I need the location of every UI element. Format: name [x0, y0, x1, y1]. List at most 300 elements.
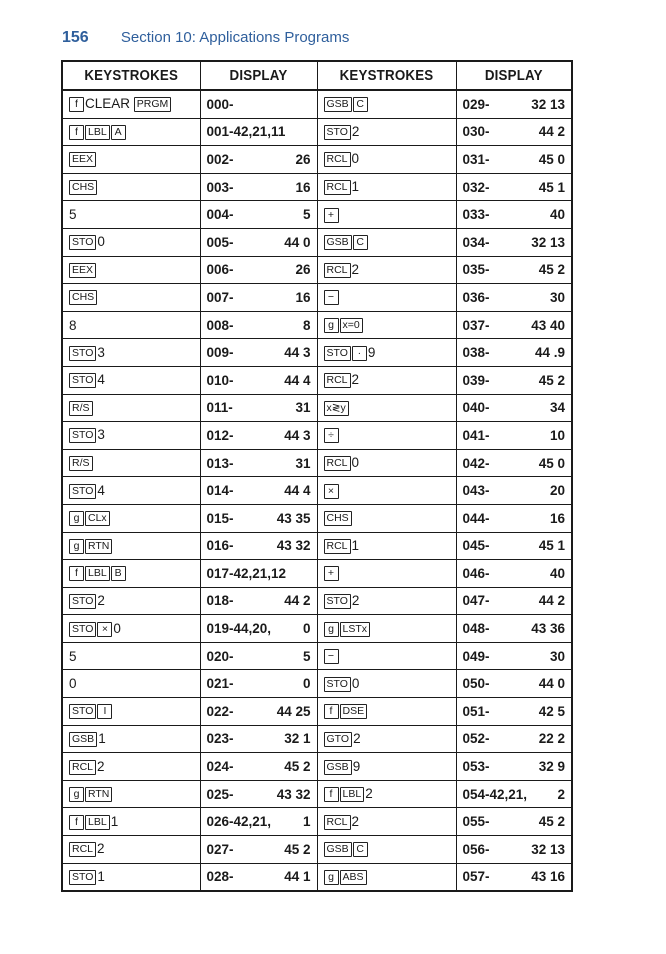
table-row	[62, 615, 572, 643]
key-cap: STO	[69, 346, 96, 361]
key-cap: f	[69, 97, 84, 112]
display-code: 32 1	[284, 731, 311, 747]
key-cap: STO	[69, 622, 96, 637]
display-code: 26	[295, 262, 311, 278]
display-step: 055-	[462, 814, 490, 830]
display-code: 44 1	[284, 869, 311, 885]
section-title: Section 10: Applications Programs	[120, 29, 350, 46]
display-code: 43 36	[531, 621, 565, 637]
keystroke-cell	[62, 836, 200, 864]
keystroke-cell	[317, 836, 456, 864]
display-cell	[456, 311, 572, 339]
keystroke-cell	[317, 780, 456, 808]
display-cell	[456, 863, 572, 891]
key-cap: f	[69, 566, 84, 581]
display-step: 035-	[462, 262, 490, 278]
key-cap: ABS	[340, 870, 367, 885]
display-cell	[456, 560, 572, 588]
key-cap: g	[324, 622, 339, 637]
display-code: 45 2	[538, 262, 565, 278]
display-step: 003-	[206, 179, 234, 195]
display-code: 44 2	[284, 593, 311, 609]
header-display: DISPLAY	[461, 61, 568, 90]
table-row	[62, 339, 572, 367]
keystroke-cell	[62, 698, 200, 726]
display-code: 30	[549, 648, 565, 664]
display-step: 017-42,21,12	[206, 565, 287, 581]
table-row	[62, 560, 572, 588]
display-code: 16	[295, 179, 311, 195]
key-cap: x≷y	[324, 401, 349, 416]
display-step: 013-	[206, 455, 234, 471]
display-cell	[456, 394, 572, 422]
display-cell	[200, 284, 317, 312]
key-cap: STO	[69, 235, 96, 250]
key-cap: LBL	[85, 125, 110, 140]
display-cell	[456, 532, 572, 560]
key-text: 2	[365, 786, 373, 802]
display-cell	[456, 173, 572, 201]
display-cell	[200, 256, 317, 284]
key-cap: EEX	[69, 152, 96, 167]
display-cell	[456, 504, 572, 532]
display-cell	[200, 780, 317, 808]
key-cap: f	[324, 787, 339, 802]
display-code: 45 0	[538, 151, 565, 167]
key-cap: g	[69, 539, 84, 554]
keystroke-cell	[62, 642, 200, 670]
key-cap: R/S	[69, 401, 93, 416]
display-cell	[456, 366, 572, 394]
key-cap: CHS	[324, 511, 352, 526]
display-step: 019-44,20,	[206, 621, 272, 637]
table-row	[62, 449, 572, 477]
display-cell	[456, 780, 572, 808]
header-keystrokes: KEYSTROKES	[68, 61, 195, 90]
key-cap: STO	[69, 373, 96, 388]
table-row	[62, 504, 572, 532]
display-cell	[200, 366, 317, 394]
display-code: 0	[302, 676, 311, 692]
key-text: 2	[351, 261, 360, 277]
keystroke-cell	[62, 228, 200, 256]
key-text: 0	[351, 151, 360, 167]
key-text: 2	[97, 841, 105, 857]
display-step: 007-	[206, 289, 234, 305]
display-cell	[456, 228, 572, 256]
display-step: 018-	[206, 593, 234, 609]
display-code: 1	[302, 814, 311, 830]
key-cap: g	[69, 787, 84, 802]
key-text: 0	[69, 676, 77, 692]
display-code: 40	[549, 565, 565, 581]
display-step: 043-	[462, 483, 490, 499]
table-row	[62, 808, 572, 836]
display-step: 049-	[462, 648, 490, 664]
display-cell	[456, 422, 572, 450]
display-code: 16	[295, 289, 311, 305]
keystroke-cell	[317, 339, 456, 367]
display-step: 032-	[462, 179, 490, 195]
display-code: 8	[302, 317, 311, 333]
display-cell	[456, 698, 572, 726]
key-cap: RCL	[324, 152, 351, 167]
display-code: 44 3	[284, 345, 311, 361]
keystroke-cell	[317, 256, 456, 284]
key-cap: STO	[324, 125, 351, 140]
display-cell	[200, 642, 317, 670]
keystroke-cell	[62, 90, 200, 118]
keystroke-cell	[62, 504, 200, 532]
key-text: 2	[351, 123, 360, 139]
key-cap: GSB	[324, 97, 352, 112]
display-code: 40	[549, 207, 565, 223]
key-cap: ÷	[324, 428, 339, 443]
display-step: 022-	[206, 703, 234, 719]
keystroke-cell	[62, 725, 200, 753]
display-code: 10	[549, 427, 565, 443]
keystroke-cell	[62, 284, 200, 312]
key-cap: f	[324, 704, 339, 719]
keystroke-cell	[317, 284, 456, 312]
key-cap: RCL	[324, 539, 351, 554]
key-cap: R/S	[69, 456, 93, 471]
key-cap: LSTx	[340, 622, 371, 637]
display-step: 052-	[462, 731, 490, 747]
key-text: 0	[97, 234, 105, 250]
page-number: 156	[62, 29, 89, 46]
display-cell	[456, 90, 572, 118]
display-step: 044-	[462, 510, 490, 526]
display-code: 43 35	[276, 510, 311, 526]
display-code: 43 16	[531, 869, 565, 885]
key-cap: x=0	[340, 318, 363, 333]
display-code: 44 2	[538, 124, 565, 140]
display-code: 26	[295, 151, 311, 167]
display-code: 32 13	[531, 234, 565, 250]
display-cell	[456, 642, 572, 670]
key-cap: STO	[324, 346, 351, 361]
display-cell	[456, 146, 572, 174]
display-cell	[200, 146, 317, 174]
key-cap: GSB	[324, 842, 352, 857]
display-code: 42 5	[538, 703, 565, 719]
display-cell	[200, 863, 317, 891]
display-cell	[200, 504, 317, 532]
display-cell	[200, 753, 317, 781]
display-step: 045-	[462, 538, 490, 554]
keystroke-cell	[62, 449, 200, 477]
keystroke-cell	[317, 725, 456, 753]
keystroke-cell	[317, 587, 456, 615]
keystroke-cell	[317, 642, 456, 670]
key-cap: g	[324, 870, 339, 885]
key-cap: GSB	[69, 732, 97, 747]
key-cap: RTN	[85, 539, 112, 554]
display-code: 45 2	[538, 814, 565, 830]
key-text: 5	[69, 207, 77, 223]
key-text: 4	[97, 482, 105, 498]
key-text: 1	[97, 868, 105, 884]
display-step: 028-	[206, 869, 234, 885]
display-cell	[456, 449, 572, 477]
display-cell	[200, 339, 317, 367]
display-step: 047-	[462, 593, 490, 609]
keystroke-cell	[317, 504, 456, 532]
key-cap: RCL	[69, 842, 96, 857]
display-cell	[200, 532, 317, 560]
key-cap: STO	[324, 677, 351, 692]
display-code: 44 0	[284, 234, 311, 250]
key-cap: GSB	[324, 760, 352, 775]
display-step: 023-	[206, 731, 234, 747]
key-text: 5	[69, 648, 77, 664]
display-code: 31	[295, 455, 311, 471]
display-cell	[200, 808, 317, 836]
key-text: 9	[367, 344, 376, 360]
display-step: 025-	[206, 786, 234, 802]
keystroke-cell	[62, 146, 200, 174]
key-text: 0	[351, 675, 360, 691]
keystroke-cell	[62, 532, 200, 560]
key-cap: g	[69, 511, 84, 526]
display-cell	[200, 670, 317, 698]
display-step: 002-	[206, 151, 234, 167]
table-row	[62, 284, 572, 312]
keystroke-cell	[62, 311, 200, 339]
display-step: 024-	[206, 759, 234, 775]
keystroke-cell	[317, 394, 456, 422]
display-cell	[200, 698, 317, 726]
key-text: 2	[97, 592, 105, 608]
keystroke-cell	[62, 753, 200, 781]
key-cap: RCL	[324, 263, 351, 278]
display-cell	[456, 201, 572, 229]
display-code: 43 40	[531, 317, 565, 333]
display-step: 010-	[206, 372, 234, 388]
header-display: DISPLAY	[205, 61, 313, 90]
keystroke-cell	[317, 449, 456, 477]
key-text: 8	[69, 317, 77, 333]
key-cap: STO	[69, 704, 96, 719]
table-row	[62, 532, 572, 560]
display-cell	[200, 228, 317, 256]
display-step: 015-	[206, 510, 234, 526]
key-cap: STO	[69, 870, 96, 885]
display-step: 041-	[462, 427, 490, 443]
key-text: 2	[353, 730, 361, 746]
key-cap: ×	[324, 484, 339, 499]
display-code: 32 13	[531, 96, 565, 112]
display-step: 021-	[206, 676, 234, 692]
key-cap: f	[69, 815, 84, 830]
display-step: 005-	[206, 234, 234, 250]
display-step: 038-	[462, 345, 490, 361]
key-cap: LBL	[340, 787, 365, 802]
display-code: 44 4	[284, 483, 311, 499]
table-row	[62, 477, 572, 505]
key-cap: C	[353, 235, 368, 250]
key-text: 9	[352, 758, 361, 774]
key-cap: RCL	[324, 815, 351, 830]
keystroke-cell	[62, 201, 200, 229]
keystroke-cell	[62, 615, 200, 643]
table-row	[62, 201, 572, 229]
display-step: 033-	[462, 207, 490, 223]
table-row	[62, 173, 572, 201]
key-cap: ×	[97, 622, 112, 637]
table-row	[62, 642, 572, 670]
display-step: 026-42,21,	[206, 814, 272, 830]
key-cap: RCL	[324, 456, 351, 471]
display-step: 011-	[206, 400, 233, 416]
display-step: 057-	[462, 869, 490, 885]
display-code: 44 .9	[534, 345, 565, 361]
key-text: 2	[351, 813, 360, 829]
display-code: 44 0	[538, 676, 565, 692]
display-code: 32 13	[531, 841, 565, 857]
table-row	[62, 780, 572, 808]
table-row	[62, 753, 572, 781]
table-row	[62, 118, 572, 146]
keystroke-cell	[317, 422, 456, 450]
key-cap: PRGM	[134, 97, 172, 112]
keystroke-cell	[317, 532, 456, 560]
keystroke-cell	[317, 118, 456, 146]
display-step: 048-	[462, 621, 490, 637]
display-step: 009-	[206, 345, 234, 361]
display-cell	[200, 449, 317, 477]
key-cap: LBL	[85, 815, 110, 830]
display-code: 45 2	[284, 841, 311, 857]
key-cap: B	[111, 566, 126, 581]
key-cap: GTO	[324, 732, 353, 747]
display-code: 45 2	[284, 759, 311, 775]
key-text: CLEAR	[85, 96, 131, 112]
keystroke-cell	[317, 146, 456, 174]
keystroke-cell	[317, 228, 456, 256]
key-text: 2	[351, 372, 360, 388]
table-row	[62, 311, 572, 339]
display-step: 034-	[462, 234, 490, 250]
display-step: 008-	[206, 317, 234, 333]
display-step: 020-	[206, 648, 234, 664]
display-step: 039-	[462, 372, 490, 388]
display-cell	[456, 753, 572, 781]
key-cap: EEX	[69, 263, 96, 278]
display-step: 006-	[206, 262, 234, 278]
display-cell	[456, 725, 572, 753]
display-cell	[200, 836, 317, 864]
display-code: 45 1	[538, 179, 565, 195]
display-code: 45 2	[538, 372, 565, 388]
keystroke-cell	[317, 698, 456, 726]
key-cap: RCL	[324, 180, 351, 195]
table-row	[62, 725, 572, 753]
key-cap: C	[353, 842, 368, 857]
keystroke-cell	[317, 615, 456, 643]
display-code: 22 2	[538, 731, 565, 747]
display-code: 44 25	[276, 703, 311, 719]
header-keystrokes: KEYSTROKES	[323, 61, 451, 90]
display-code: 0	[302, 621, 311, 637]
key-cap: −	[324, 649, 339, 664]
display-step: 016-	[206, 538, 234, 554]
display-cell	[456, 477, 572, 505]
key-cap: +	[324, 566, 339, 581]
key-cap: STO	[69, 594, 96, 609]
table-row	[62, 394, 572, 422]
display-cell	[456, 256, 572, 284]
display-code: 34	[549, 400, 565, 416]
display-cell	[200, 90, 317, 118]
display-code: 44 3	[284, 427, 311, 443]
keystroke-cell	[62, 256, 200, 284]
display-step: 014-	[206, 483, 234, 499]
display-code: 5	[302, 648, 311, 664]
key-cap: GSB	[324, 235, 352, 250]
key-cap: CLx	[85, 511, 110, 526]
keystroke-cell	[317, 366, 456, 394]
display-code: 20	[549, 483, 565, 499]
display-cell	[200, 587, 317, 615]
keystroke-cell	[62, 394, 200, 422]
table-row	[62, 366, 572, 394]
key-cap: CHS	[69, 290, 97, 305]
keystroke-cell	[62, 339, 200, 367]
keystroke-cell	[62, 863, 200, 891]
key-text: 4	[97, 372, 105, 388]
display-cell	[456, 836, 572, 864]
keystroke-cell	[317, 863, 456, 891]
display-code: 2	[557, 786, 565, 802]
display-cell	[200, 311, 317, 339]
display-step: 000-	[206, 96, 234, 112]
key-text: 2	[97, 758, 105, 774]
display-cell	[200, 560, 317, 588]
table-row	[62, 863, 572, 891]
display-step: 056-	[462, 841, 490, 857]
table-row	[62, 256, 572, 284]
keystroke-cell	[317, 753, 456, 781]
keystroke-cell	[317, 90, 456, 118]
display-code: 44 2	[538, 593, 565, 609]
keystroke-cell	[317, 670, 456, 698]
key-cap: CHS	[69, 180, 97, 195]
display-cell	[200, 201, 317, 229]
key-cap: RTN	[85, 787, 112, 802]
key-text: 2	[351, 592, 360, 608]
keystroke-cell	[62, 477, 200, 505]
table-header-row	[62, 61, 572, 90]
display-cell	[456, 615, 572, 643]
display-step: 012-	[206, 427, 234, 443]
display-code: 5	[302, 207, 311, 223]
program-listing-table	[61, 60, 573, 892]
display-step: 030-	[462, 124, 490, 140]
key-cap: g	[324, 318, 339, 333]
key-text: 0	[351, 455, 360, 471]
table-row	[62, 422, 572, 450]
display-step: 040-	[462, 400, 490, 416]
display-cell	[456, 587, 572, 615]
key-cap: DSE	[340, 704, 368, 719]
display-step: 046-	[462, 565, 490, 581]
display-step: 031-	[462, 151, 490, 167]
display-cell	[200, 118, 317, 146]
table-row	[62, 228, 572, 256]
keystroke-cell	[62, 670, 200, 698]
